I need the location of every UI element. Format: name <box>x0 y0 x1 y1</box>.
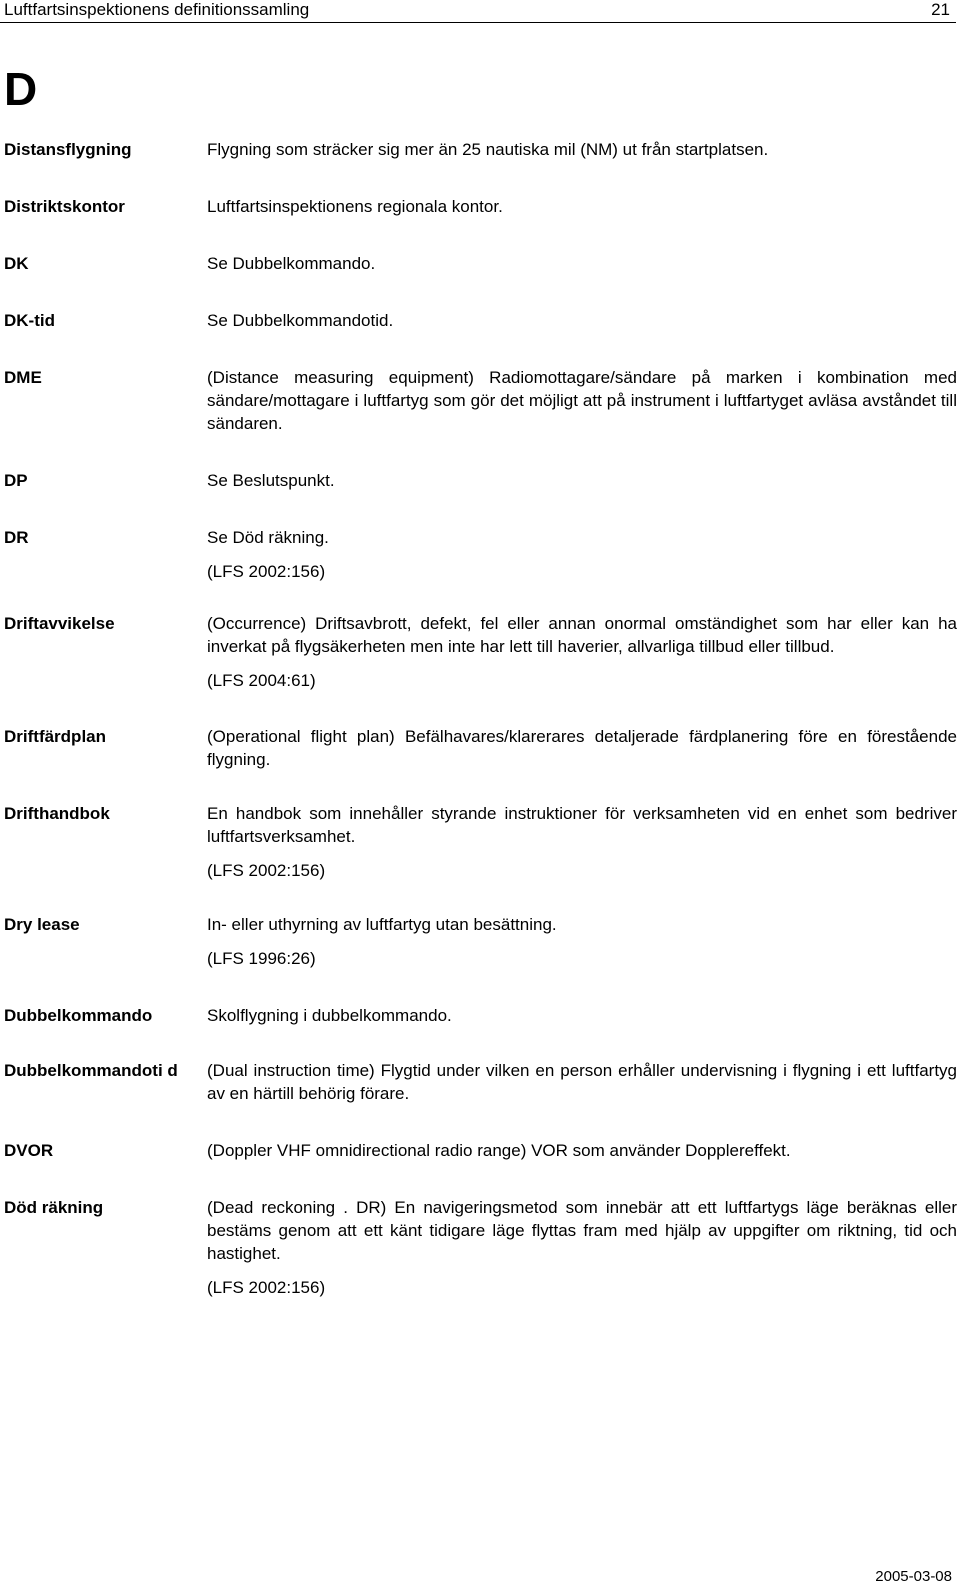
definition <box>207 913 957 970</box>
section-letter: D <box>4 63 38 115</box>
definition <box>207 725 957 771</box>
definition <box>207 309 957 332</box>
term: Dry lease <box>4 915 80 934</box>
source-reference: (LFS 2002:156) <box>207 861 326 880</box>
definition-text: Flygning som sträcker sig mer än 25 nautiska mil (NM) ut från startplatsen. <box>207 140 769 159</box>
term: Distansflygning <box>4 140 132 159</box>
definition <box>207 138 957 161</box>
definition-text: (Dual instruction time) Flygtid under vilken en person erhåller undervisning i flygning i ett luftfartyg av en härtill behörig förare. <box>207 1061 957 1103</box>
source-reference: (LFS 1996:26) <box>207 949 316 968</box>
definition <box>207 802 957 882</box>
term: DK-tid <box>4 311 55 330</box>
definition <box>207 1059 957 1105</box>
definition <box>207 612 957 692</box>
page-header <box>0 0 956 23</box>
definition <box>207 1004 957 1027</box>
term: DP <box>4 471 28 490</box>
term: Dubbelkommando <box>4 1006 153 1025</box>
term: DK <box>4 254 29 273</box>
definition-text: Se Dubbelkommandotid. <box>207 311 394 330</box>
document-title: Luftfartsinspektionens definitionssamling <box>4 0 310 19</box>
definition <box>207 1139 957 1162</box>
source-reference: (LFS 2002:156) <box>207 1278 326 1297</box>
definition-text: (Operational flight plan) Befälhavares/klarerares detaljerade färdplanering före en förestående flygning. <box>207 727 957 769</box>
term: Drifthandbok <box>4 804 110 823</box>
definition <box>207 526 957 583</box>
definition-text: (Occurrence) Driftsavbrott, defekt, fel eller annan onormal omständighet som har eller kan ha inverkat på flygsäkerheten men inte har lett till haverier, allvarliga tillbud eller tillbud. <box>207 614 957 656</box>
definition <box>207 366 957 435</box>
definition-text: En handbok som innehåller styrande instruktioner för verksamheten vid en enhet som bedriver luftfartsverksamhet. <box>207 804 957 846</box>
definition-text: Se Dubbelkommando. <box>207 254 376 273</box>
source-reference: (LFS 2002:156) <box>207 562 326 581</box>
term: DR <box>4 528 29 547</box>
term: DVOR <box>4 1141 54 1160</box>
definition <box>207 195 957 218</box>
definition-text: Skolflygning i dubbelkommando. <box>207 1006 452 1025</box>
definition-text: (Doppler VHF omnidirectional radio range) VOR som använder Dopplereffekt. <box>207 1141 791 1160</box>
term: Distriktskontor <box>4 197 125 216</box>
term: Driftfärdplan <box>4 727 106 746</box>
definition-text: Se Död räkning. <box>207 528 329 547</box>
definition-text: Se Beslutspunkt. <box>207 471 335 490</box>
definition-text: Luftfartsinspektionens regionala kontor. <box>207 197 503 216</box>
footer-date: 2005-03-08 <box>875 1568 952 1585</box>
term: Driftavvikelse <box>4 614 115 633</box>
definition-text: In- eller uthyrning av luftfartyg utan besättning. <box>207 915 557 934</box>
definition <box>207 469 957 492</box>
page-number: 21 <box>931 0 950 19</box>
definition <box>207 252 957 275</box>
term: Dubbelkommandoti d <box>4 1061 178 1080</box>
definition-text: (Distance measuring equipment) Radiomottagare/sändare på marken i kombination med sändare/mottagare i luftfartyg som gör det möjligt att på instrument i luftfartyget avläsa avståndet till sändaren. <box>207 368 957 433</box>
term: DME <box>4 368 42 387</box>
source-reference: (LFS 2004:61) <box>207 671 316 690</box>
definition-text: (Dead reckoning . DR) En navigeringsmetod som innebär att ett luftfartygs läge beräknas eller bestäms genom att ett känt tidigare läge flyttas fram med hjälp av uppgifter om riktning, tid och hastighet. <box>207 1198 957 1263</box>
definition <box>207 1196 957 1299</box>
term: Död räkning <box>4 1198 104 1217</box>
